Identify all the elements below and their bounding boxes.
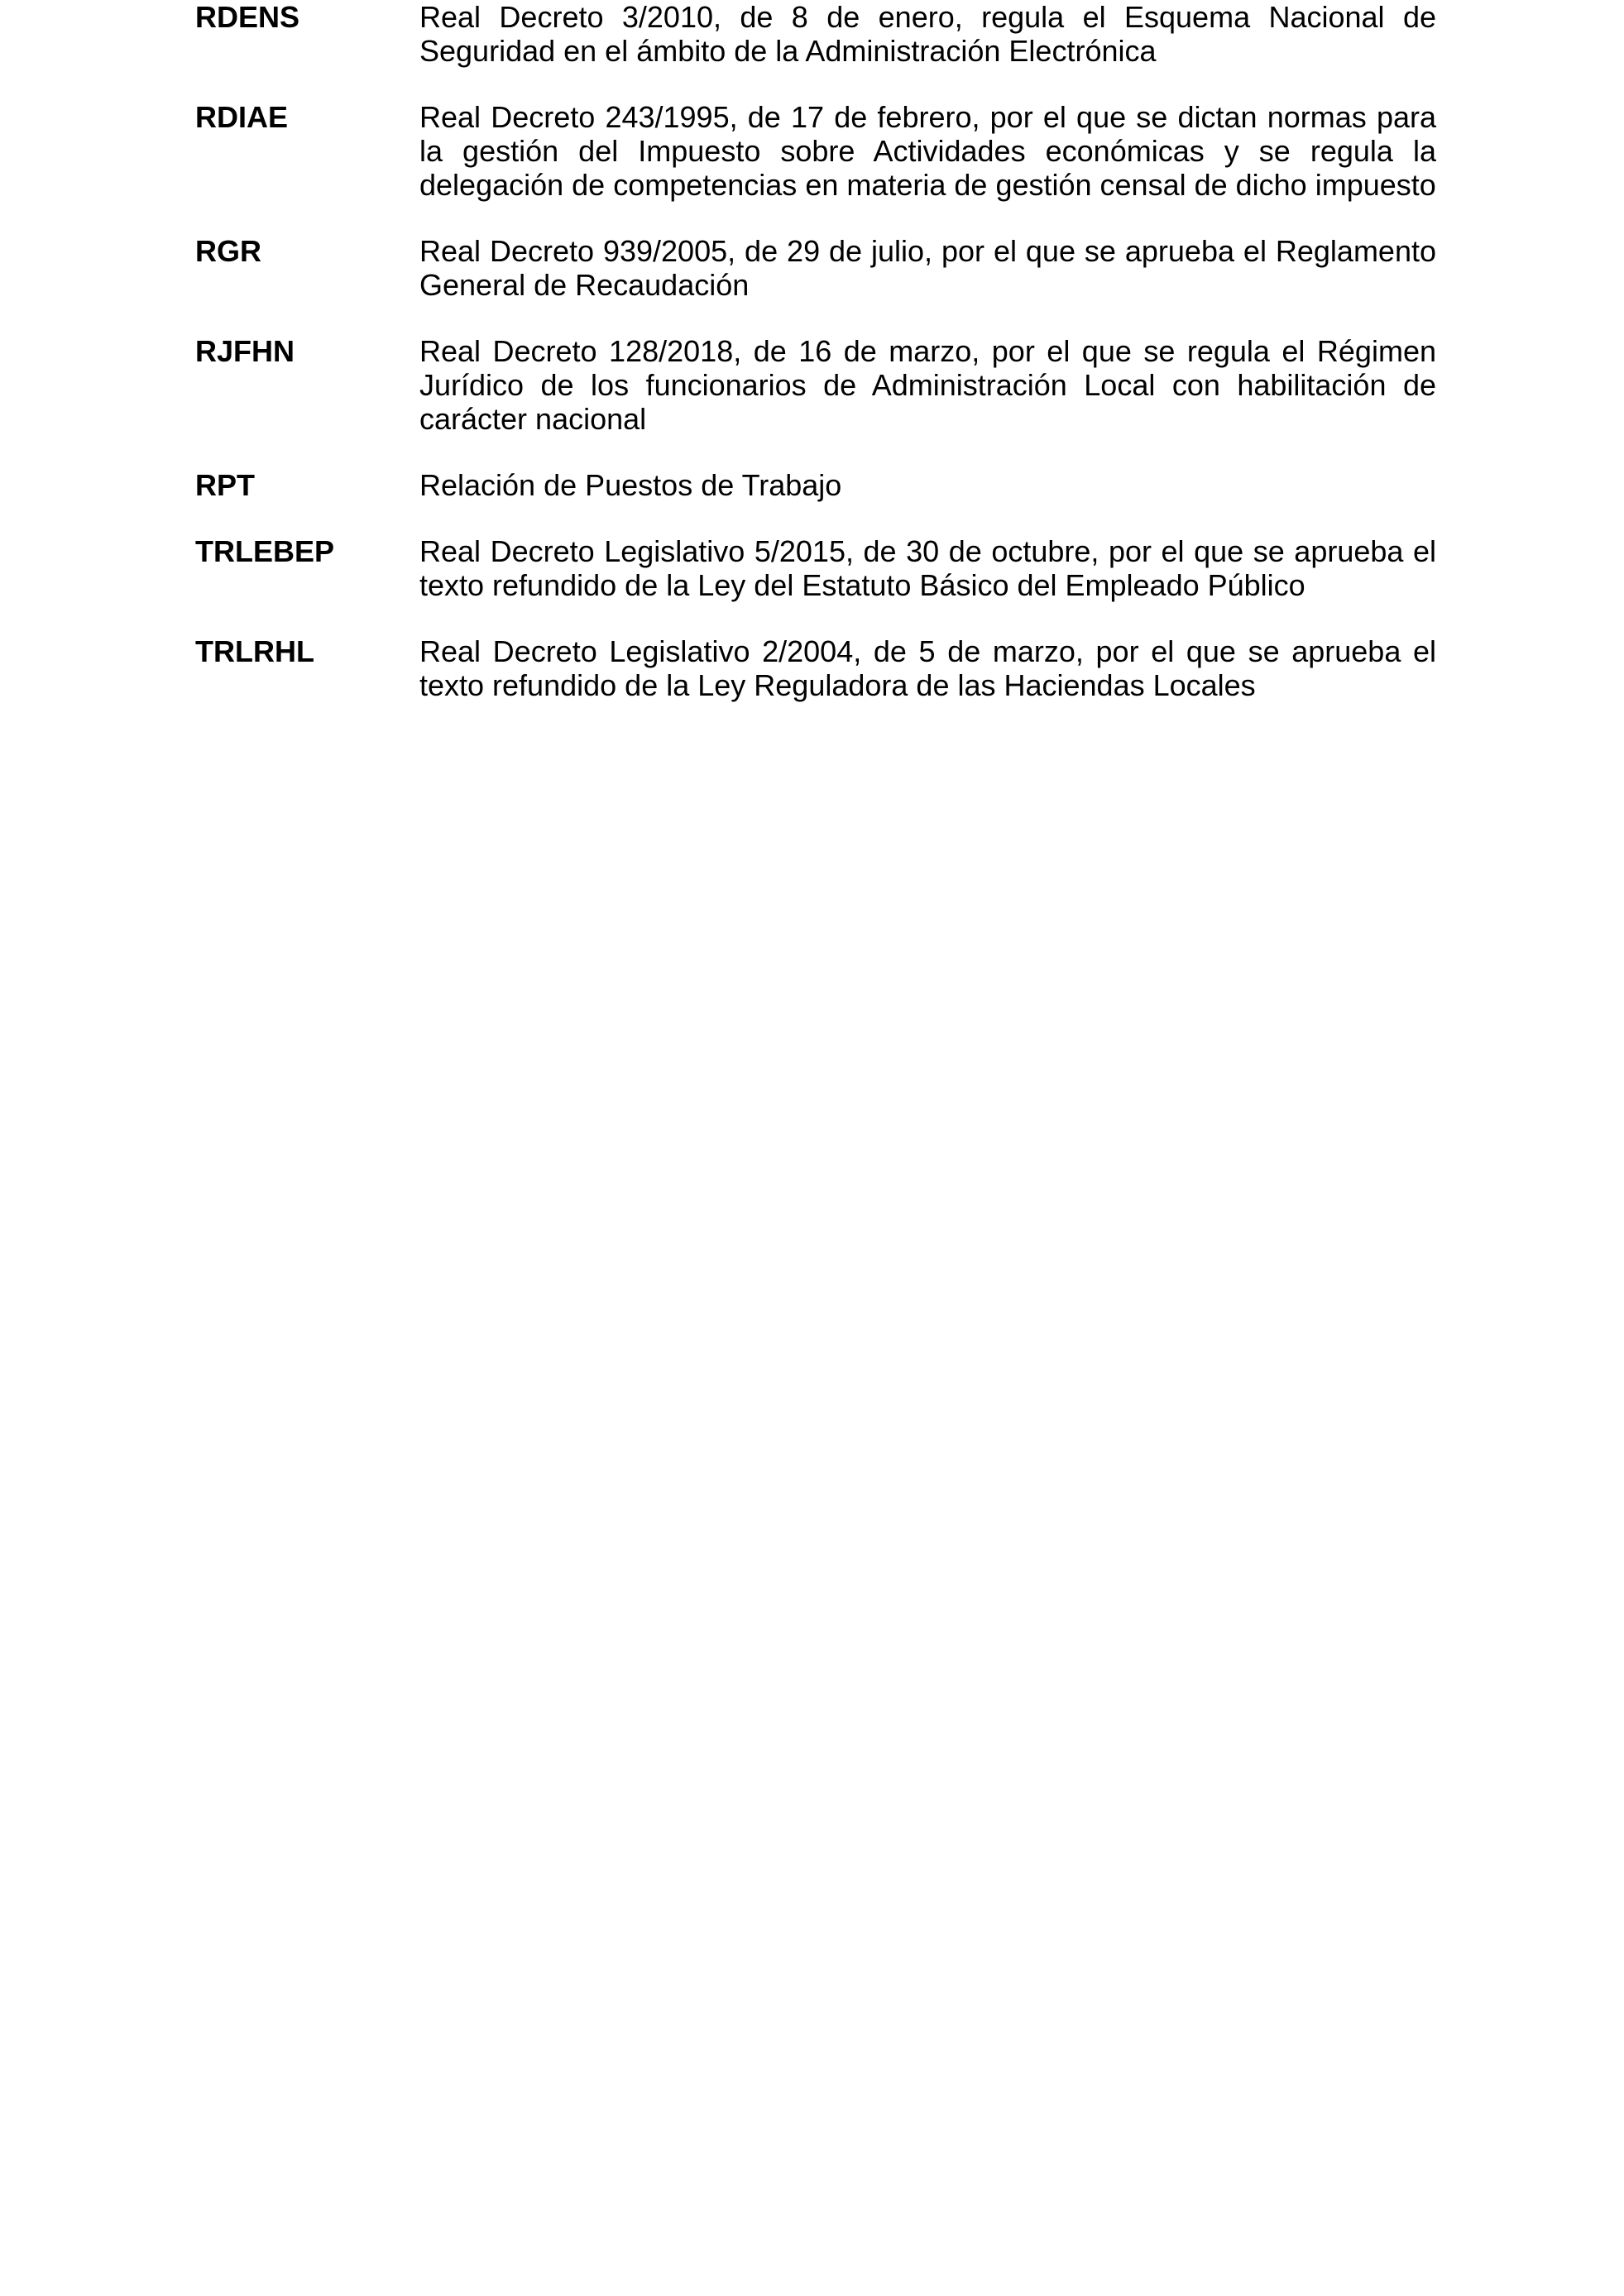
glossary-entry-trlebep	[195, 534, 1436, 602]
glossary-entry-rdiae	[195, 100, 1436, 202]
glossary-entry-rgr	[195, 234, 1436, 302]
glossary-definition: Real Decreto 3/2010, de 8 de enero, regula el Esquema Nacional de Seguridad en el ámbito de la Administración Electrónica	[419, 0, 1436, 68]
glossary-abbreviation: TRLEBEP	[195, 534, 335, 568]
glossary-definition: Real Decreto Legislativo 5/2015, de 30 de octubre, por el que se aprueba el texto refundido de la Ley del Estatuto Básico del Empleado Público	[419, 534, 1436, 602]
glossary-abbreviation: RJFHN	[195, 334, 295, 368]
glossary-definition: Real Decreto 243/1995, de 17 de febrero, por el que se dictan normas para la gestión del Impuesto sobre Actividades económicas y se regula la delegación de competencias en materia de gestión censal de dicho impuesto	[419, 100, 1436, 202]
glossary-abbreviation: RGR	[195, 234, 261, 268]
glossary-entry-rdens	[195, 0, 1436, 68]
glossary-abbreviation: RDENS	[195, 0, 300, 34]
glossary-definition: Real Decreto 128/2018, de 16 de marzo, por el que se regula el Régimen Jurídico de los funcionarios de Administración Local con habilitación de carácter nacional	[419, 334, 1436, 436]
glossary-definition: Relación de Puestos de Trabajo	[419, 468, 842, 502]
glossary-entry-rjfhn	[195, 334, 1436, 436]
glossary-entry-trlrhl	[195, 634, 1436, 702]
glossary-abbreviation: RPT	[195, 468, 255, 502]
glossary-definition: Real Decreto Legislativo 2/2004, de 5 de marzo, por el que se aprueba el texto refundido de la Ley Reguladora de las Haciendas Locales	[419, 634, 1436, 702]
glossary-entry-rpt	[195, 468, 1436, 502]
abbreviations-glossary	[195, 0, 1436, 734]
glossary-abbreviation: TRLRHL	[195, 634, 314, 668]
glossary-abbreviation: RDIAE	[195, 100, 289, 134]
glossary-definition: Real Decreto 939/2005, de 29 de julio, por el que se aprueba el Reglamento General de Recaudación	[419, 234, 1436, 302]
